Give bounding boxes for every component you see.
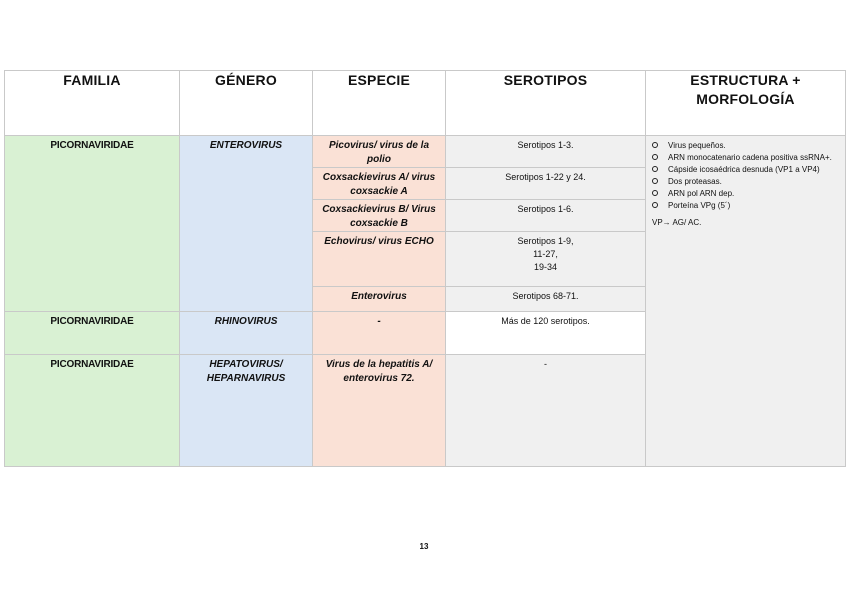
- vp-note: VP→ AG/ AC.: [652, 218, 702, 227]
- especie-text: Picovirus/ virus de la polio: [328, 140, 430, 165]
- estructura-cell: [646, 136, 846, 467]
- serotipos-text: -: [544, 359, 547, 369]
- circle-bullet-icon: [652, 190, 658, 196]
- circle-bullet-icon: [652, 142, 658, 148]
- genero-cell: [180, 355, 313, 467]
- serotipos-text: Serotipos 1-3.: [517, 140, 574, 150]
- genero-text: HEPATOVIRUS/ HEPARNAVIRUS: [206, 359, 286, 384]
- familia-cell: [5, 312, 180, 355]
- familia-cell: [5, 136, 180, 312]
- familia-cell: [5, 355, 180, 467]
- header-familia: FAMILIA: [5, 71, 180, 136]
- especie-cell: [313, 168, 446, 200]
- especie-cell: [313, 232, 446, 287]
- circle-bullet-icon: [652, 154, 658, 160]
- header-serotipos: SEROTIPOS: [446, 71, 646, 136]
- especie-text: Coxsackievirus B/ Virus coxsackie B: [322, 204, 436, 229]
- especie-cell: [313, 355, 446, 467]
- especie-cell: [313, 312, 446, 355]
- especie-cell: [313, 136, 446, 168]
- serotipos-cell: [446, 355, 646, 467]
- serotipos-cell: [446, 136, 646, 168]
- serotipos-text: Serotipos 1-6.: [517, 204, 574, 214]
- circle-bullet-icon: [652, 202, 658, 208]
- familia-text: PICORNAVIRIDAE: [50, 316, 134, 327]
- serotipos-text: Serotipos 1-9, 11-27, 19-34: [517, 236, 574, 272]
- list-item: ARN pol ARN dep.: [652, 188, 843, 200]
- genero-text: ENTEROVIRUS: [209, 140, 283, 151]
- serotipos-cell: [446, 287, 646, 312]
- especie-text: Virus de la hepatitis A/ enterovirus 72.: [325, 359, 433, 384]
- header-row: [5, 71, 846, 136]
- list-item: ARN monocatenario cadena positiva ssRNA+.: [652, 152, 843, 164]
- especie-text: Enterovirus: [351, 291, 407, 302]
- header-estructura-line2: MORFOLOGÍA: [696, 91, 795, 107]
- serotipos-cell: [446, 312, 646, 355]
- especie-text: -: [377, 316, 381, 327]
- serotipos-cell: [446, 168, 646, 200]
- header-genero: GÉNERO: [180, 71, 313, 136]
- list-item: Dos proteasas.: [652, 176, 843, 188]
- list-item: Cápside icosaédrica desnuda (VP1 a VP4): [652, 164, 843, 176]
- especie-cell: [313, 287, 446, 312]
- serotipos-cell: [446, 232, 646, 287]
- header-estructura: [646, 71, 846, 136]
- genero-text: RHINOVIRUS: [214, 316, 278, 327]
- serotipos-text: Serotipos 1-22 y 24.: [505, 172, 586, 182]
- virus-table: [4, 70, 846, 467]
- list-item: Virus pequeños.: [652, 140, 843, 152]
- serotipos-text: Serotipos 68-71.: [512, 291, 579, 301]
- especie-text: Coxsackievirus A/ virus coxsackie A: [322, 172, 436, 197]
- familia-text: PICORNAVIRIDAE: [50, 359, 134, 370]
- familia-text: PICORNAVIRIDAE: [50, 140, 134, 151]
- genero-cell: [180, 312, 313, 355]
- genero-cell: [180, 136, 313, 312]
- especie-text: Echovirus/ virus ECHO: [324, 236, 434, 247]
- table-row: [5, 136, 846, 168]
- header-especie: ESPECIE: [313, 71, 446, 136]
- especie-cell: [313, 200, 446, 232]
- serotipos-text: Más de 120 serotipos.: [501, 316, 590, 326]
- circle-bullet-icon: [652, 166, 658, 172]
- page-number: 13: [419, 542, 429, 551]
- serotipos-cell: [446, 200, 646, 232]
- estructura-list: [646, 136, 845, 212]
- circle-bullet-icon: [652, 178, 658, 184]
- list-item: Porteína VPg (5´): [652, 200, 843, 212]
- header-estructura-line1: ESTRUCTURA +: [690, 72, 801, 88]
